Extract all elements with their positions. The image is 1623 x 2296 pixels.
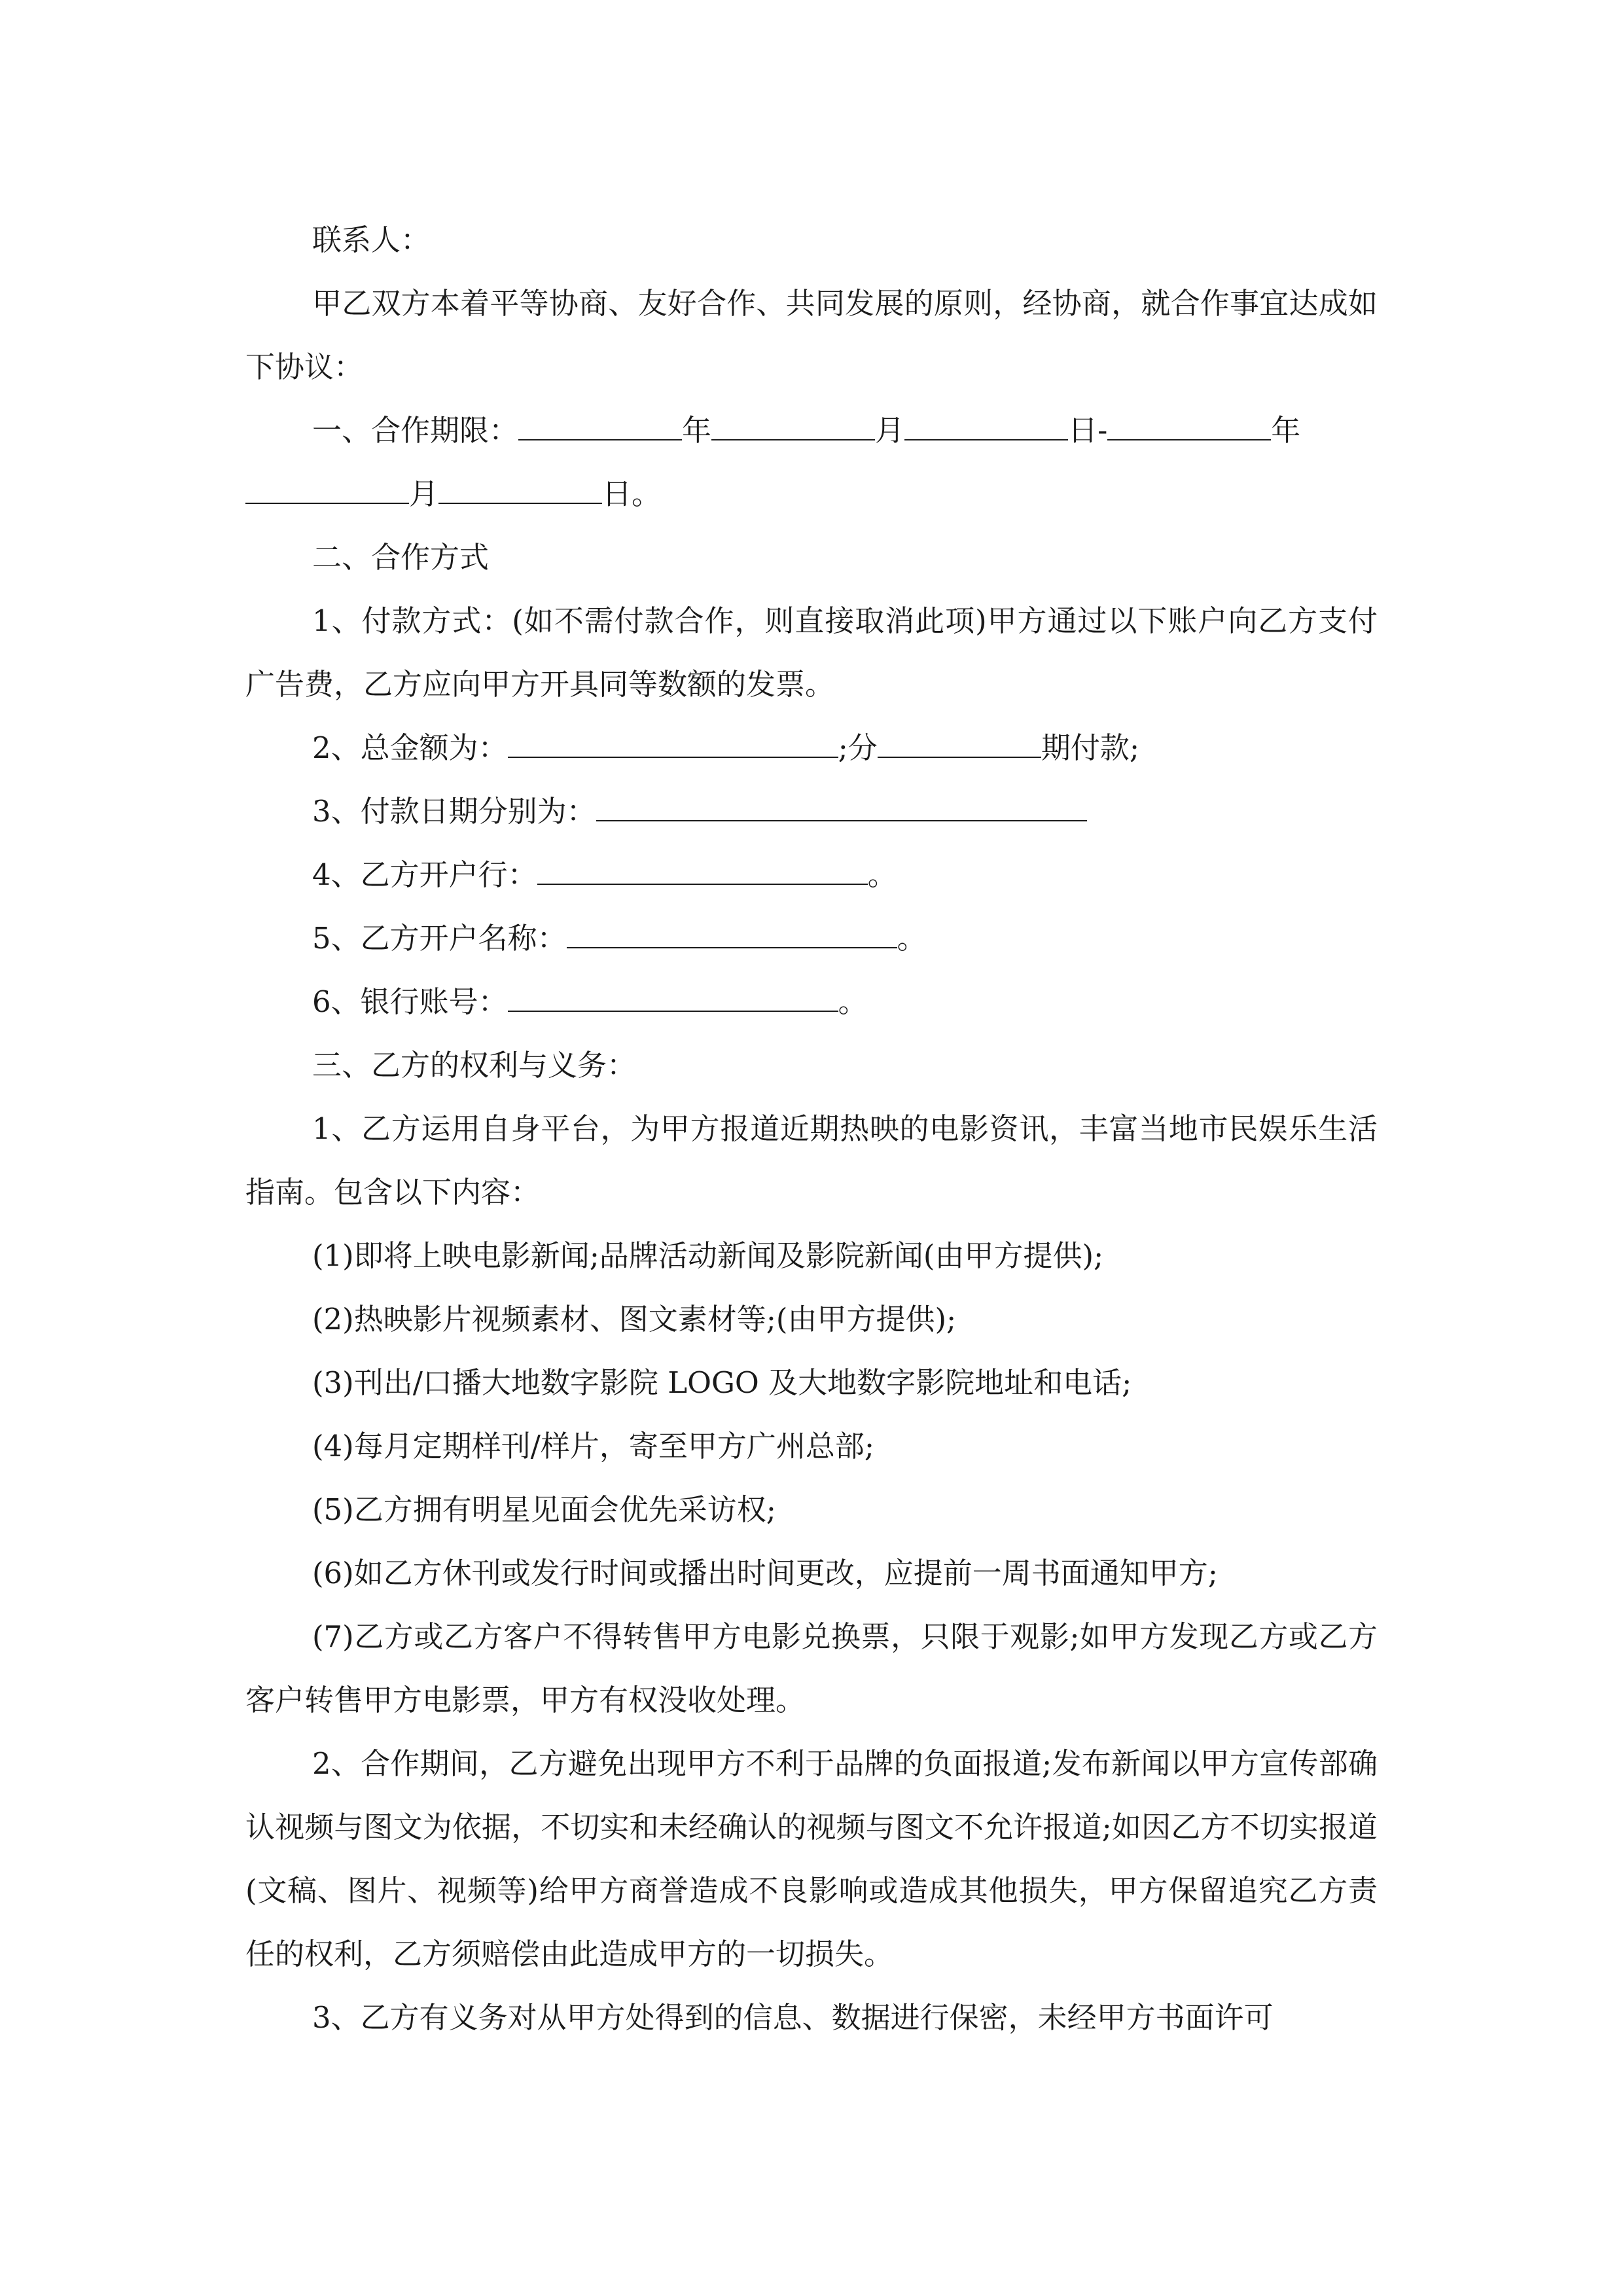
payment-dates-blank xyxy=(596,794,1087,821)
end-month-label: 月 xyxy=(409,476,439,511)
rights-paragraph-1: 1、乙方运用自身平台，为甲方报道近期热映的电影资讯，丰富当地市民娱乐生活指南。包含以下内容： xyxy=(245,1111,1378,1210)
payment-method: 1、付款方式：(如不需付款合作，则直接取消此项)甲方通过以下账户向乙方支付广告费，乙方应向甲方开具同等数额的发票。 xyxy=(245,603,1378,702)
period-mark: 。 xyxy=(867,857,897,892)
month-label: 月 xyxy=(875,413,905,448)
bank-line xyxy=(245,843,1378,906)
list-item: (5)乙方拥有明星见面会优先采访权; xyxy=(312,1492,776,1527)
end-year-label: 年 xyxy=(1271,413,1301,448)
account-name-label: 5、乙方开户名称： xyxy=(312,921,567,956)
section-2-heading: 二、合作方式 xyxy=(312,540,490,575)
total-amount-line xyxy=(245,716,1378,780)
end-year-blank xyxy=(1107,413,1271,440)
account-name-blank xyxy=(567,921,897,948)
cooperation-period-cont xyxy=(245,462,1378,526)
split-label: ;分 xyxy=(838,730,878,765)
list-item: (3)刊出/口播大地数字影院 LOGO 及大地数字影院地址和电话; xyxy=(312,1365,1132,1400)
day-label: 日 xyxy=(1068,413,1098,448)
list-item: (1)即将上映电影新闻;品牌活动新闻及影院新闻(由甲方提供); xyxy=(312,1238,1104,1273)
period-label: 一、合作期限： xyxy=(312,413,519,448)
bank-blank xyxy=(537,857,868,885)
section-3-heading: 三、乙方的权利与义务： xyxy=(312,1048,637,1083)
list-item: (6)如乙方休刊或发行时间或播出时间更改，应提前一周书面通知甲方; xyxy=(312,1556,1218,1590)
total-amount-label: 2、总金额为： xyxy=(312,730,508,765)
document-body xyxy=(245,208,1378,2049)
bank-label: 4、乙方开户行： xyxy=(312,857,537,892)
end-day-blank xyxy=(438,476,602,504)
payment-dates-line xyxy=(245,780,1378,843)
list-item: (2)热映影片视频素材、图文素材等;(由甲方提供); xyxy=(312,1302,957,1336)
end-month-blank xyxy=(245,476,409,504)
payment-dates-label: 3、付款日期分别为： xyxy=(312,794,596,829)
range-dash: - xyxy=(1097,413,1108,448)
account-name-line xyxy=(245,906,1378,970)
account-number-label: 6、银行账号： xyxy=(312,984,508,1019)
total-amount-blank xyxy=(508,730,838,758)
contact-line: 联系人： xyxy=(312,223,431,257)
period-mark: 。 xyxy=(838,984,868,1019)
account-number-blank xyxy=(508,984,838,1012)
installment-suffix: 期付款; xyxy=(1041,730,1139,765)
cooperation-period xyxy=(245,399,1378,462)
list-item: (7)乙方或乙方客户不得转售甲方电影兑换票，只限于观影;如甲方发现乙方或乙方客户转售甲方电影票，甲方有权没收处理。 xyxy=(245,1619,1378,1717)
start-month-blank xyxy=(711,413,875,440)
rights-paragraph-2: 2、合作期间，乙方避免出现甲方不利于品牌的负面报道;发布新闻以甲方宣传部确认视频与图文为依据，不切实和未经确认的视频与图文不允许报道;如因乙方不切实报道(文稿、图片、视频等)给甲方商誉造成不良影响或造成其他损失，甲方保留追究乙方责任的权利，乙方须赔偿由此造成甲方的一切损失。 xyxy=(245,1746,1378,1971)
end-day-label: 日。 xyxy=(602,476,662,511)
rights-paragraph-3: 3、乙方有义务对从甲方处得到的信息、数据进行保密，未经甲方书面许可 xyxy=(312,2000,1274,2035)
installments-blank xyxy=(878,730,1041,758)
period-mark: 。 xyxy=(897,921,927,956)
start-year-blank xyxy=(518,413,682,440)
intro-paragraph: 甲乙双方本着平等协商、友好合作、共同发展的原则，经协商，就合作事宜达成如下协议： xyxy=(245,286,1378,384)
start-day-blank xyxy=(904,413,1068,440)
account-number-line xyxy=(245,970,1378,1033)
year-label: 年 xyxy=(682,413,712,448)
list-item: (4)每月定期样刊/样片，寄至甲方广州总部; xyxy=(312,1429,875,1463)
